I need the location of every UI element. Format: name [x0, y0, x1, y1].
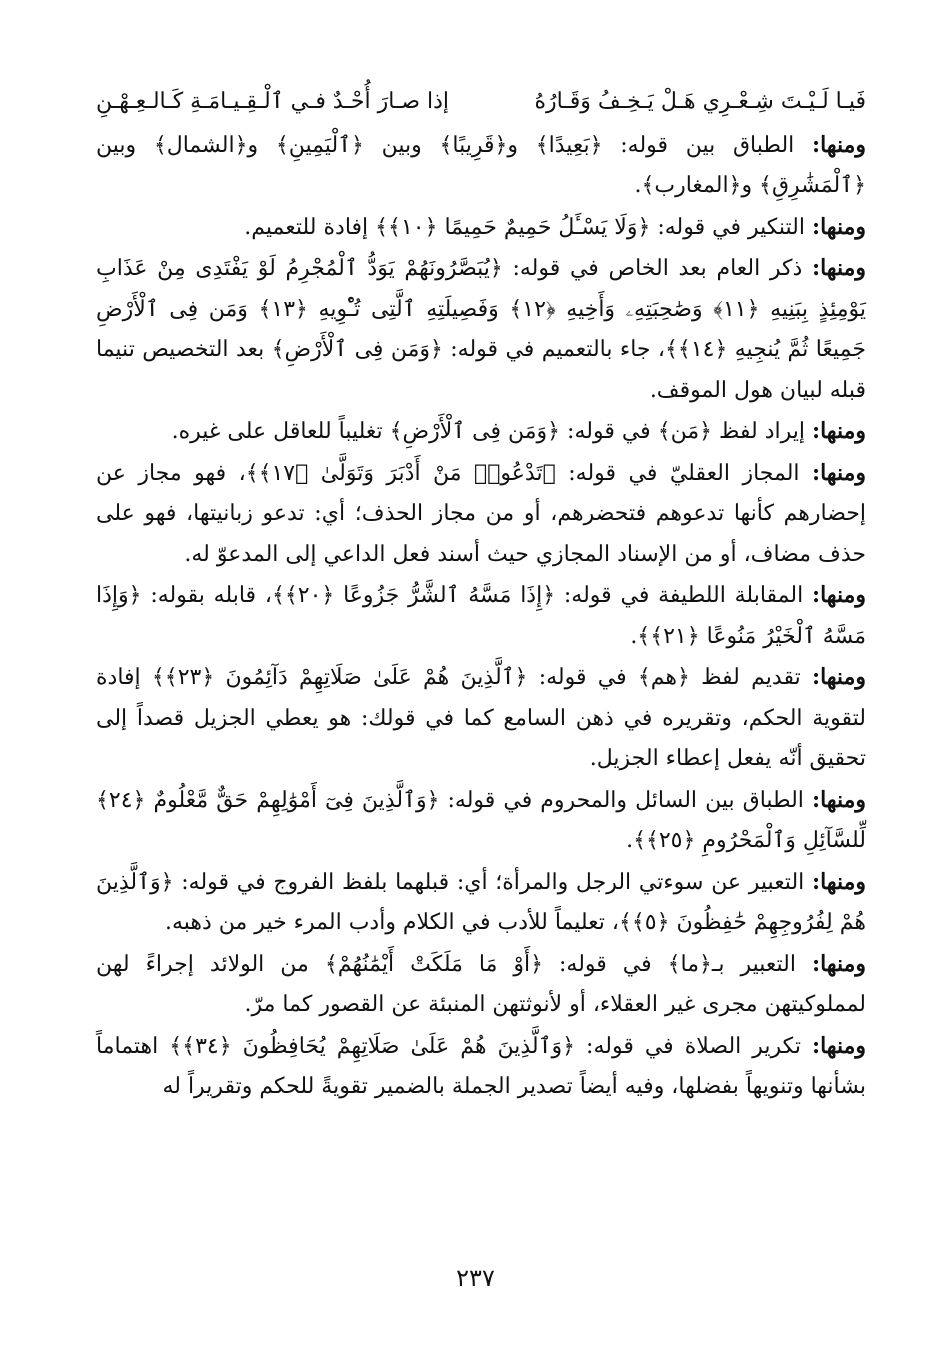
paragraph-text: ذكر العام بعد الخاص في قوله: ﴿يُبَصَّرُونَهُمْ يَوَدُّ ٱلْمُجْرِمُ لَوْ يَفْتَدِى مِنْ عَذَابِ يَوْمِئِذٍ بِبَنِيهِ ﴿١١﴾ وَصَٰحِبَتِهِۦ وَأَخِيهِ ﴿١٢﴾ وَفَصِيلَتِهِ ٱلَّتِى تُـْٔوِيهِ ﴿١٣﴾ وَمَن فِى ٱلْأَرْضِ جَمِيعًا ثُمَّ يُنجِيهِ ﴿١٤﴾﴾، جاء بالتعميم في قوله: ﴿وَمَن فِى ٱلْأَرْضِ﴾ بعد التخصيص تنيما قبله لبيان هول الموقف.: [96, 256, 867, 403]
page-number: ٢٣٧: [456, 1264, 495, 1292]
paragraph-lead: ومنها:: [811, 418, 866, 444]
paragraph-lead: ومنها:: [811, 868, 866, 895]
paragraph-lead: ومنها:: [811, 950, 866, 977]
paragraph-lead: ومنها:: [811, 131, 866, 158]
paragraph-text: التعبير عن سوءتي الرجل والمرأة؛ أي: قبلهما بلفظ الفروج في قوله: ﴿وَٱلَّذِينَ هُمْ لِفُرُوجِهِمْ حَٰفِظُونَ ﴿٥﴾﴾، تعليماً للأدب في الكلام وأدب المرء خير من ذهبه.: [96, 869, 866, 935]
verse-first-hemistich: فَيـا لَـيْـتَ شِـعْـرِي هَـلْ يَـخِـفُ وَقَـارُهُ: [534, 89, 866, 114]
paragraph-lead: ومنها:: [811, 582, 866, 608]
main-text: [96, 82, 866, 1108]
paragraph-text: المجاز العقليّ في قوله: ﴿تَدْعُوا۟ مَنْ أَدْبَرَ وَتَوَلَّىٰ ﴿١٧﴾﴾، فهو مجاز عن إحضارهم كأنها تدعوهم فتحضرهم، أو من مجاز الحذف؛ أي: تدعو زبانيتها، فهو على حذف مضاف، أو من الإسناد المجازي حيث أسند فعل الداعي إلى المدعوّ له.: [96, 460, 866, 567]
paragraph: [96, 207, 866, 249]
paragraph: [96, 248, 866, 411]
paragraph-text: تكرير الصلاة في قوله: ﴿وَٱلَّذِينَ هُمْ عَلَىٰ صَلَاتِهِمْ يُحَافِظُونَ ﴿٣٤﴾﴾ اهتماماً بشأنها وتنويهاً بفضلها، وفيه أيضاً تصدير الجملة بالضمير تقويةً للحكم وتقريراً له: [96, 1033, 866, 1099]
paragraph: [96, 575, 866, 657]
paragraph-text: تقديم لفظ ﴿هم﴾ في قوله: ﴿ٱلَّذِينَ هُمْ عَلَىٰ صَلَاتِهِمْ دَآئِمُونَ ﴿٢٣﴾﴾ إفادة لتقوية الحكم، وتقريره في ذهن السامع كما في قولك: هو يعطي الجزيل قصداً إلى تحقيق أنّه يفعل إعطاء الجزيل.: [96, 665, 866, 771]
paragraph-lead: ومنها:: [811, 1032, 866, 1059]
paragraph-text: إيراد لفظ ﴿مَن﴾ في قوله: ﴿وَمَن فِى ٱلْأَرْضِ﴾ تغليباً للعاقل على غيره.: [171, 419, 812, 444]
paragraph-text: التعبير بـ﴿ما﴾ في قوله: ﴿أَوْ مَا مَلَكَتْ أَيْمَٰنُهُمْ﴾ من الولائد إجراءً لهن لمملوكيتهن مجرى غير العقلاء، أو لأنوثتهن المنبئة عن القصور كما مرّ.: [96, 951, 866, 1017]
paragraph-text: الطباق بين قوله: ﴿بَعِيدًا﴾ و﴿قَرِيبًا﴾ وبين ﴿ٱلْيَمِينِ﴾ و﴿الشمال﴾ وبين ﴿ٱلْمَشَٰرِقِ﴾ و﴿المغارب﴾.: [96, 132, 866, 198]
paragraph: [96, 125, 866, 207]
paragraph-lead: ومنها:: [811, 664, 866, 690]
paragraph: [96, 453, 866, 576]
verse-second-hemistich: إذا صـارَ أُحْـدٌ فـي ٱلْـقِـيـامَـةِ كَـالـعِـهْـنِ: [96, 89, 450, 114]
paragraph: [96, 657, 866, 780]
paragraph: [96, 411, 866, 453]
paragraph: [96, 944, 866, 1026]
paragraph: [96, 862, 866, 944]
paragraph-lead: ومنها:: [811, 213, 866, 240]
paragraph-lead: ومنها:: [811, 255, 866, 281]
paragraph: [96, 780, 866, 862]
paragraph-lead: ومنها:: [811, 786, 866, 813]
poetry-verse: [96, 82, 866, 123]
paragraph: [96, 1026, 866, 1108]
paragraph-lead: ومنها:: [811, 459, 866, 486]
paragraph-text: التنكير في قوله: ﴿وَلَا يَسْـَٔلُ حَمِيمٌ حَمِيمًا ﴿١٠﴾﴾ إفادة للتعميم.: [244, 214, 812, 240]
paragraph-text: المقابلة اللطيفة في قوله: ﴿إِذَا مَسَّهُ ٱلشَّرُّ جَزُوعًا ﴿٢٠﴾﴾، قابله بقوله: ﴿وَإِذَا مَسَّهُ ٱلْخَيْرُ مَنُوعًا ﴿٢١﴾﴾.: [96, 583, 866, 649]
paragraph-text: الطباق بين السائل والمحروم في قوله: ﴿وَٱلَّذِينَ فِىٓ أَمْوَٰلِهِمْ حَقٌّ مَّعْلُومٌ ﴿٢٤﴾ لِّلسَّآئِلِ وَٱلْمَحْرُومِ ﴿٢٥﴾﴾.: [96, 787, 866, 853]
